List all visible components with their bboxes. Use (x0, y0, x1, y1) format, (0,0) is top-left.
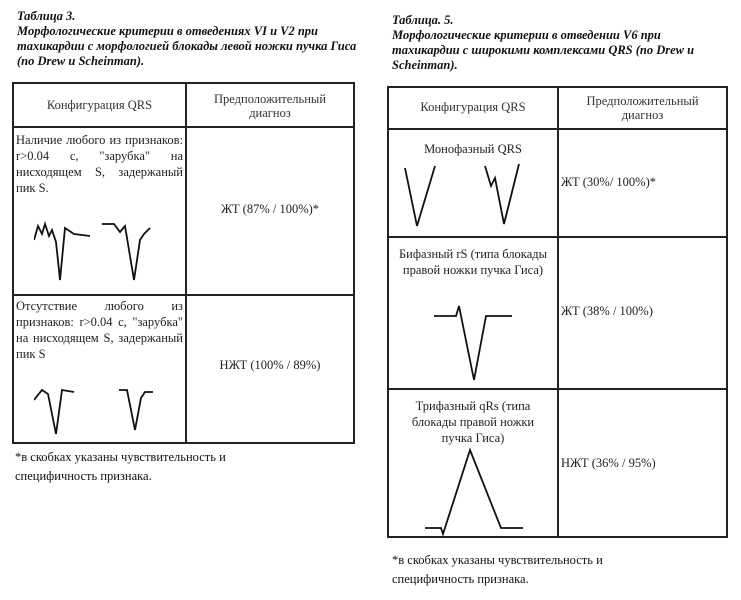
biphasic-rs-waveform (434, 304, 524, 384)
table3-caption: Морфологические критерии в отведениях VI и V2 при тахикардии с морфологией блокады левой ножки пучка Гиса (по Drew и Scheinman). (17, 24, 357, 68)
table5-header-config: Конфигурация QRS (388, 87, 558, 129)
table5-row1-diagnosis: ЖТ (30%/ 100%)* (558, 129, 727, 237)
table5 (387, 86, 728, 538)
table3-header-config: Конфигурация QRS (13, 83, 186, 127)
monophasic-qrs-waveform-2 (483, 160, 533, 230)
table5-row1-label: Монофазный QRS (388, 129, 558, 237)
table3-row1-diagnosis: ЖТ (87% / 100%)* (186, 127, 354, 295)
table5-footnote: *в скобках указаны чувствительность и специфичность признака. (392, 553, 603, 586)
table3 (12, 82, 355, 444)
table5-row2-diagnosis: ЖТ (38% / 100%) (558, 237, 727, 389)
table5-header-diag: Предположительный диагноз (558, 87, 727, 129)
table5-caption: Морфологические критерии в отведении V6 при тахикардии с широкими комплексами QRS (по Drew и Scheinman). (392, 28, 695, 72)
table3-caption-block (17, 9, 362, 69)
notched-qrs-waveform-2 (102, 214, 172, 289)
table5-row3-diagnosis: НЖТ (36% / 95%) (558, 389, 727, 537)
table3-row1-criteria: Наличие любого из признаков: r>0.04 с, "зарубка" на нисходящем S, задержаный пик S. (13, 127, 186, 295)
plain-qrs-waveform-2 (119, 380, 179, 440)
table3-row2-criteria: Отсутствие любого из признаков: r>0.04 с, "зарубка" на нисходящем S, задержаный пик S (13, 295, 186, 443)
table3-row2-diagnosis: НЖТ (100% / 89%) (186, 295, 354, 443)
table5-row2-label: Бифазный rS (типа блокады правой ножки пучка Гиса) (388, 237, 558, 389)
plain-qrs-waveform-1 (34, 376, 94, 436)
table3-footnote: *в скобках указаны чувствительность и специфичность признака. (15, 450, 226, 483)
table5-row3-label: Трифазный qRs (типа блокады правой ножки пучка Гиса) (388, 389, 558, 537)
table5-caption-block (392, 13, 727, 73)
monophasic-qrs-waveform-1 (403, 164, 453, 232)
table3-title: Таблица 3. (17, 9, 76, 23)
triphasic-qrs-waveform (425, 448, 535, 538)
table5-title: Таблица. 5. (392, 13, 454, 27)
notched-qrs-waveform-1 (34, 208, 104, 283)
table3-header-diag: Предположительный диагноз (186, 83, 354, 127)
